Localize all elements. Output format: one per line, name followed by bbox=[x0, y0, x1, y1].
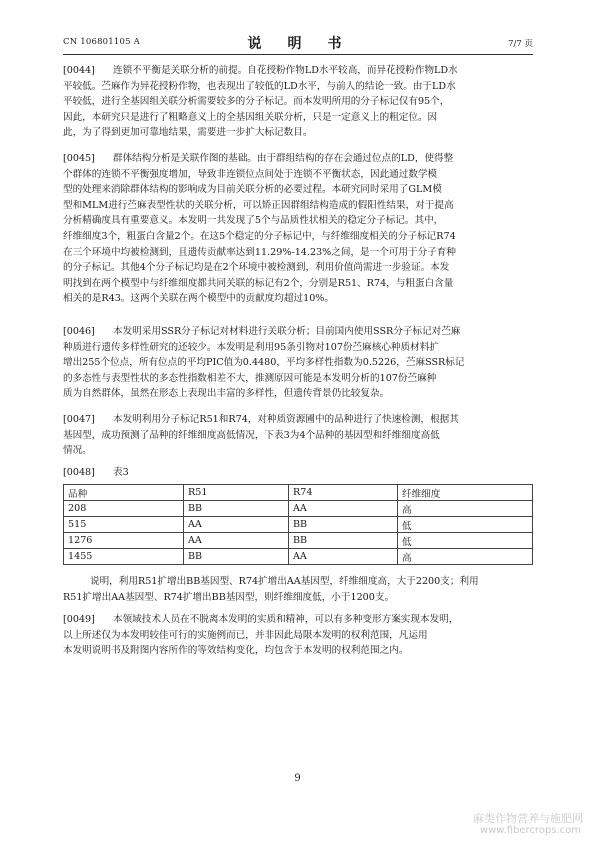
paragraph-line: 型和MLM进行苎麻表型性状的关联分析，可以矫正因群组结构造成的假阳性结果，对于提高 bbox=[63, 199, 454, 211]
paragraph-line: 说明，利用R51扩增出BB基因型、R74扩增出AA基因型，纤维细度高，大于2200支；利用 bbox=[90, 576, 479, 587]
paragraph-line: 本领域技术人员在不脱离本发明的实质和精神，可以有多种变形方案实现本发明， bbox=[113, 614, 459, 625]
paragraph-line: 平较低，进行全基因组关联分析需要较多的分子标记。而本发明所用的分子标记仅有95个， bbox=[63, 96, 450, 108]
table-cell: 低 bbox=[398, 517, 533, 533]
page-number: 9 bbox=[294, 773, 301, 784]
paragraph-line: 群体结构分析是关联作图的基础。由于群组结构的存在会通过位点的LD，使得整 bbox=[113, 153, 454, 164]
paragraph-line: 本发明说明书及附图内容所作的等效结构变化，均包含于本发明的权利范围之内。 bbox=[63, 645, 409, 657]
paragraph-line: 平较低。苎麻作为异花授粉作物，也表现出了较低的LD水平，与前人的结论一致。由于LD水 bbox=[63, 80, 456, 92]
paragraph-line: 相关的是R43。这两个关联在两个模型中的贡献度均超过10%。 bbox=[63, 293, 335, 305]
page-indicator: 7/7 页 bbox=[508, 39, 533, 49]
table-cell: BB bbox=[184, 549, 289, 565]
paragraph-0045 bbox=[63, 151, 534, 307]
paragraph-tag: [0046] bbox=[63, 326, 95, 337]
paragraph-line: 分析精确度具有重要意义。本发明一共发现了5个与品质性状相关的稳定分子标记。其中， bbox=[63, 215, 444, 227]
paragraph-0046 bbox=[63, 324, 534, 402]
paragraph-0049 bbox=[63, 612, 534, 659]
paragraph-tag: [0044] bbox=[63, 65, 95, 76]
paragraph-line: 型的处理来消除群体结构的影响成为目前关联分析的必要过程。本研究同时采用了GLM模 bbox=[63, 184, 442, 196]
table-cell: 低 bbox=[398, 533, 533, 549]
paragraph-tag: [0049] bbox=[63, 614, 95, 625]
table-cell: 1276 bbox=[64, 533, 184, 549]
table-header-row bbox=[64, 485, 533, 501]
table-cell: AA bbox=[184, 533, 289, 549]
paragraph-line: 增出255个位点，所有位点的平均PIC值为0.4480，平均多样性指数为0.5226，苎麻SSR标记 bbox=[63, 357, 465, 369]
table-row bbox=[64, 549, 533, 565]
paragraph-line: R51扩增出AA基因型、R74扩增出BB基因型，则纤维细度低，小于1200支。 bbox=[63, 591, 395, 603]
table-cell: 高 bbox=[398, 501, 533, 517]
watermark-url: www.fibercrops.com bbox=[479, 825, 581, 836]
table-cell: 高 bbox=[398, 549, 533, 565]
table-header-cell: R74 bbox=[289, 485, 398, 501]
paragraph-line: 本发明采用SSR分子标记对材料进行关联分析；目前国内使用SSR分子标记对苎麻 bbox=[113, 326, 461, 337]
table-header-cell: 纤维细度 bbox=[398, 485, 533, 501]
paragraph-line: 的分子标记。其他4个分子标记均是在2个环境中被检测到，利用价值尚需进一步验证。本发 bbox=[63, 262, 450, 274]
paragraph-line: 本发明利用分子标记R51和R74，对种质资源圃中的品种进行了快速检测，根据其 bbox=[113, 414, 459, 425]
paragraph-tag: [0047] bbox=[63, 414, 95, 425]
table-cell: 208 bbox=[64, 501, 184, 517]
table-note bbox=[63, 574, 534, 605]
table-cell: BB bbox=[289, 517, 398, 533]
paragraph-line: 的多态性与表型性状的多态性指数相差不大，推测原因可能是本发明分析的107份苎麻种 bbox=[63, 372, 437, 384]
paragraph-line: 明找到在两个模型中与纤维细度都共同关联的标记有2个，分别是R51、R74，与粗蛋白含量 bbox=[63, 277, 454, 289]
document-title: 说 明 书 bbox=[247, 36, 348, 52]
paragraph-0044 bbox=[63, 63, 534, 141]
table-cell: 1455 bbox=[64, 549, 184, 565]
table-cell: BB bbox=[184, 501, 289, 517]
paragraph-line: 纤维细度3个，粗蛋白含量2个。在这5个稳定的分子标记中，与纤维细度相关的分子标记R74 bbox=[63, 230, 456, 242]
table-header-cell: 品种 bbox=[64, 485, 184, 501]
table-cell: BB bbox=[289, 533, 398, 549]
paragraph-tag: [0048] bbox=[63, 467, 95, 478]
paragraph-line: 个群体的连锁不平衡强度增加，导致非连锁位点间处于连锁不平衡状态，因此通过数学模 bbox=[63, 168, 438, 180]
table-row bbox=[64, 517, 533, 533]
paragraph-0047 bbox=[63, 412, 534, 459]
table-caption: 表3 bbox=[113, 467, 129, 478]
watermark-text: 麻类作物营养与施肥网 bbox=[473, 812, 583, 825]
paragraph-line: 连锁不平衡是关联分析的前提。自花授粉作物LD水平较高，而异花授粉作物LD水 bbox=[113, 65, 458, 76]
paragraph-line: 种质进行遗传多样性研究的还较少。本发明是利用95条引物对107份苎麻核心种质材料扩 bbox=[63, 341, 439, 353]
paragraph-line: 因此，本研究只是进行了粗略意义上的全基因组关联分析，只是一定意义上的粗定位。因 bbox=[63, 111, 438, 123]
table-cell: AA bbox=[289, 501, 398, 517]
paragraph-line: 质为自然群体，虽然在形态上表现出丰富的多样性，但遗传背景仍比较复杂。 bbox=[63, 388, 390, 400]
table-row bbox=[64, 501, 533, 517]
paragraph-line: 以上所述仅为本发明较佳可行的实施例而已，并非因此局限本发明的权利范围，凡运用 bbox=[63, 629, 428, 641]
paragraph-line: 在三个环境中均被检测到，且遗传贡献率达到11.29%-14.23%之间，是一个可用于分子育种 bbox=[63, 246, 456, 258]
paragraph-line: 此，为了得到更加可靠地结果，需要进一步扩大标记数目。 bbox=[63, 127, 313, 139]
table-cell: AA bbox=[289, 549, 398, 565]
table-cell: 515 bbox=[64, 517, 184, 533]
table-header-cell: R51 bbox=[184, 485, 289, 501]
header-rule bbox=[63, 54, 533, 55]
table-row bbox=[64, 533, 533, 549]
paragraph-line: 基因型，成功预测了品种的纤维细度高低情况，下表3为4个品种的基因型和纤维细度高低 bbox=[63, 429, 440, 441]
paragraph-tag: [0045] bbox=[63, 153, 95, 164]
table-cell: AA bbox=[184, 517, 289, 533]
genotype-table bbox=[63, 484, 533, 565]
patent-number: CN 106801105 A bbox=[63, 37, 140, 47]
paragraph-line: 情况。 bbox=[63, 445, 92, 457]
table-intro bbox=[63, 465, 534, 481]
